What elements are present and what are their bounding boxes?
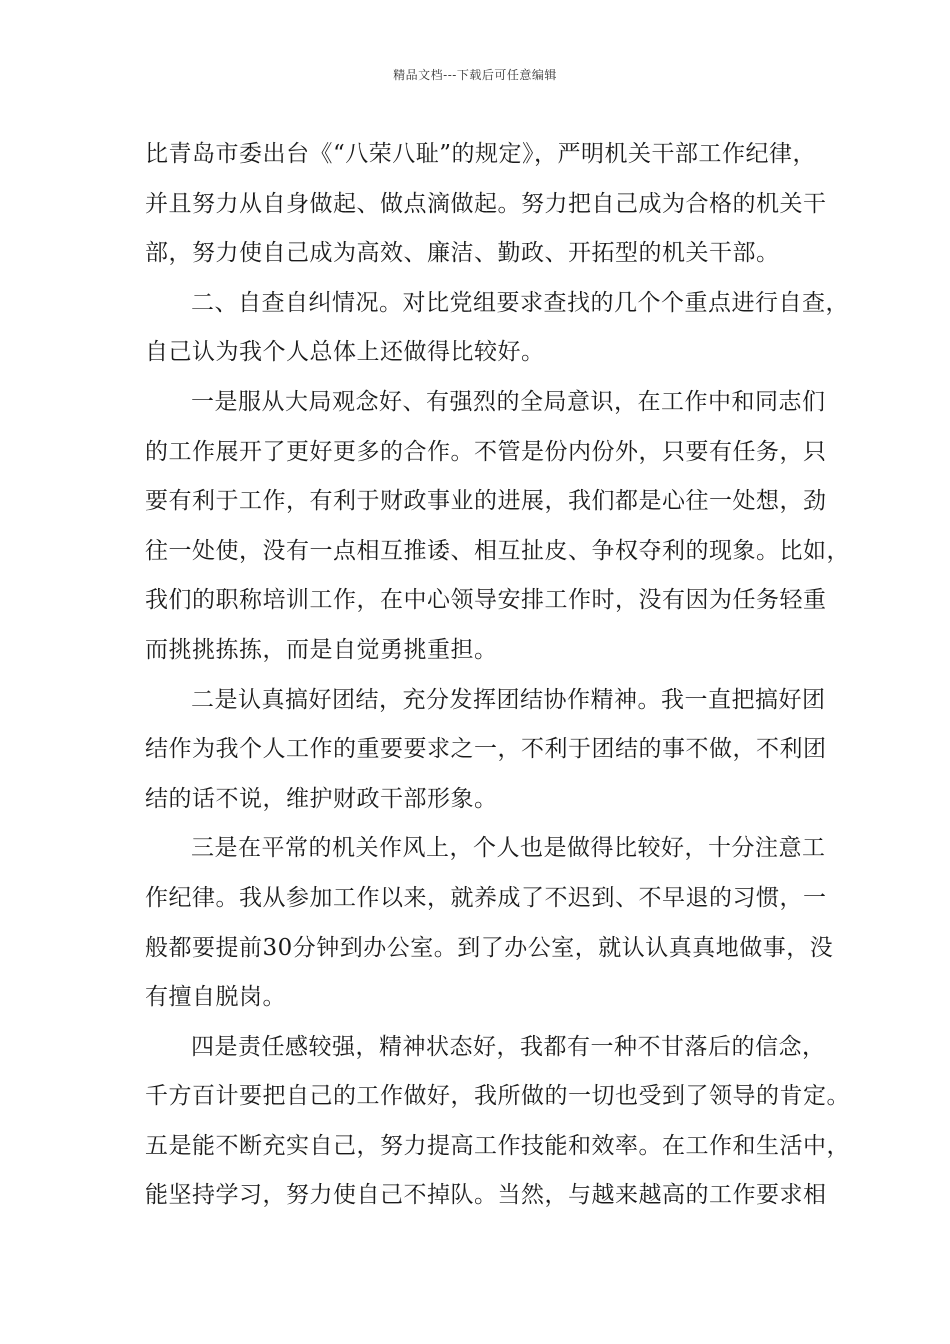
text-line: 能坚持学习，努力使自己不掉队。当然，与越来越高的工作要求相	[145, 1182, 827, 1209]
text-line: 部，努力使自己成为高效、廉洁、勤政、开拓型的机关干部。	[145, 240, 780, 267]
text-line: 结的话不说，维护财政干部形象。	[145, 785, 498, 812]
text-line: 千方百计要把自己的工作做好，我所做的一切也受到了领导的肯定。	[145, 1083, 850, 1110]
text-line: 要有利于工作，有利于财政事业的进展，我们都是心往一处想，劲	[145, 488, 827, 515]
text-line: 往一处使，没有一点相互推诿、相互扯皮、争权夺利的现象。比如，	[145, 537, 850, 564]
text-line: 而挑挑拣拣，而是自觉勇挑重担。	[145, 636, 498, 663]
text-line: 一是服从大局观念好、有强烈的全局意识，在工作中和同志们	[191, 388, 826, 415]
text-line: 四是责任感较强，精神状态好，我都有一种不甘落后的信念，	[191, 1033, 826, 1060]
page-header: 精品文档---下载后可任意编辑	[393, 68, 557, 82]
text-line: 结作为我个人工作的重要要求之一，不利于团结的事不做，不利团	[145, 736, 827, 763]
text-line: 比青岛市委出台《“八荣八耻”的规定》，严明机关干部工作纪律，	[145, 141, 817, 167]
text-line: 我们的职称培训工作，在中心领导安排工作时，没有因为任务轻重	[145, 587, 827, 614]
text-line: 三是在平常的机关作风上，个人也是做得比较好，十分注意工	[191, 835, 826, 862]
text-line: 二是认真搞好团结，充分发挥团结协作精神。我一直把搞好团	[191, 686, 826, 713]
text-line: 有擅自脱岗。	[145, 984, 286, 1011]
text-line: 二、自查自纠情况。对比党组要求查找的几个个重点进行自查，	[191, 289, 849, 316]
text-line: 的工作展开了更好更多的合作。不管是份内份外，只要有任务，只	[145, 438, 827, 465]
text-line: 五是能不断充实自己，努力提高工作技能和效率。在工作和生活中，	[145, 1132, 850, 1159]
text-line: 作纪律。我从参加工作以来，就养成了不迟到、不早退的习惯，一	[145, 884, 827, 911]
text-line: 自己认为我个人总体上还做得比较好。	[145, 339, 545, 366]
document-body	[145, 130, 850, 1221]
text-line: 并且努力从自身做起、做点滴做起。努力把自己成为合格的机关干	[145, 190, 827, 217]
text-line: 般都要提前30分钟到办公室。到了办公室，就认认真真地做事，没	[145, 934, 834, 961]
